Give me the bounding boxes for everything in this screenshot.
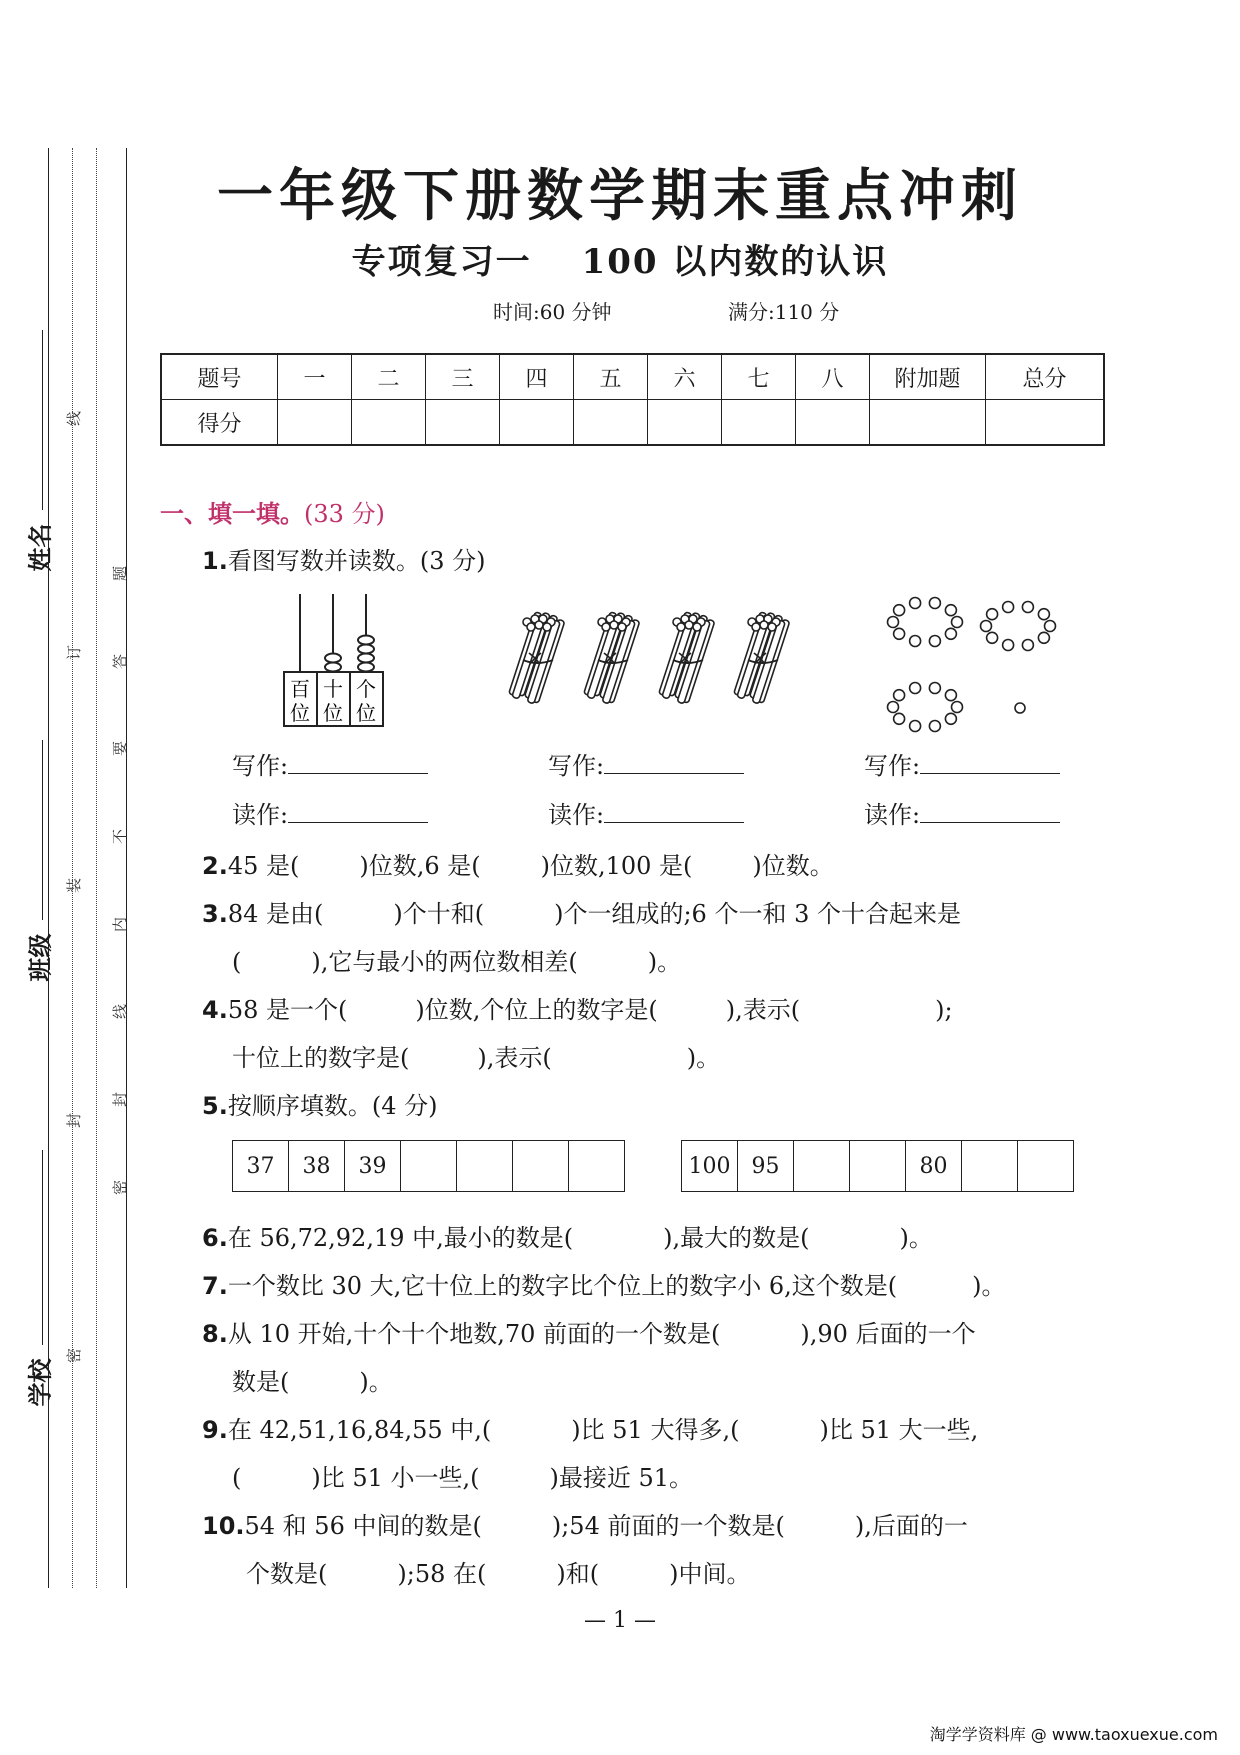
- score-cell[interactable]: [870, 400, 986, 446]
- bead: [952, 617, 963, 628]
- sequence-blank-cell[interactable]: [962, 1141, 1018, 1192]
- table-cell: 七: [722, 354, 796, 400]
- bead: [945, 605, 956, 616]
- binding-line-inner: [126, 148, 127, 1588]
- score-cell[interactable]: [574, 400, 648, 446]
- bead: [910, 636, 921, 647]
- bead: [1022, 640, 1033, 651]
- bead: [987, 632, 998, 643]
- question-10-line-2: [246, 1554, 750, 1589]
- exam-full-score: 满分:110 分: [728, 300, 840, 324]
- score-cell[interactable]: [648, 400, 722, 446]
- bead: [1038, 632, 1049, 643]
- table-cell: 一: [278, 354, 352, 400]
- bead: [987, 609, 998, 620]
- question-number: 7.: [202, 1272, 228, 1300]
- school-write-line[interactable]: [42, 1150, 43, 1345]
- sequence-cell: 37: [233, 1141, 289, 1192]
- answer-line[interactable]: [604, 751, 744, 774]
- question-1: [202, 541, 485, 576]
- write-answer-1[interactable]: [232, 746, 428, 781]
- section-heading: [160, 494, 385, 529]
- question-text: 84 是由(: [227, 900, 324, 928]
- bead: [929, 683, 940, 694]
- bead: [929, 636, 940, 647]
- bead: [945, 713, 956, 724]
- score-table: [160, 353, 1105, 446]
- question-text: ),90 后面的一个: [800, 1320, 976, 1348]
- table-cell: 五: [574, 354, 648, 400]
- question-6: [202, 1218, 933, 1253]
- question-9-line-2: [232, 1458, 693, 1493]
- sequence-blank-cell[interactable]: [401, 1141, 457, 1192]
- bead: [910, 598, 921, 609]
- section-label: 一、填一填。: [160, 500, 304, 528]
- abacus-label: 个: [356, 677, 376, 701]
- question-text: )位数,个位上的数字是(: [415, 996, 658, 1024]
- abacus-label: 十: [323, 677, 343, 701]
- score-cell[interactable]: [500, 400, 574, 446]
- bead: [894, 605, 905, 616]
- table-cell: 题号: [161, 354, 278, 400]
- question-text: 看图写数并读数。(3 分): [227, 547, 486, 575]
- class-label: 班级: [26, 933, 55, 982]
- question-text: (: [232, 948, 242, 976]
- question-text: ),最大的数是(: [663, 1224, 810, 1252]
- bead: [929, 721, 940, 732]
- stick-bundle: [734, 612, 790, 704]
- question-text: 在 56,72,92,19 中,最小的数是(: [227, 1224, 574, 1252]
- score-cell[interactable]: [796, 400, 870, 446]
- bead-ring: [888, 598, 963, 647]
- write-answer-3[interactable]: [864, 746, 1060, 781]
- question-number: 6.: [202, 1224, 228, 1252]
- bead: [952, 702, 963, 713]
- table-cell: 八: [796, 354, 870, 400]
- bead: [929, 598, 940, 609]
- name-write-line[interactable]: [42, 330, 43, 510]
- section-points: (33 分): [304, 500, 385, 528]
- sequence-cell: 95: [738, 1141, 794, 1192]
- stick-bundle: [584, 612, 640, 704]
- score-cell[interactable]: [986, 400, 1105, 446]
- question-number: 1.: [202, 547, 228, 575]
- answer-line[interactable]: [288, 751, 428, 774]
- question-text: );: [935, 996, 953, 1024]
- name-label: 姓名: [26, 523, 55, 572]
- question-text: )。: [972, 1272, 1006, 1300]
- read-label: 读作:: [232, 801, 289, 829]
- bead: [981, 621, 992, 632]
- sequence-cell: 100: [682, 1141, 738, 1192]
- question-text: ),后面的一: [854, 1512, 968, 1540]
- abacus-label: 位: [356, 701, 376, 725]
- table-cell: 四: [500, 354, 574, 400]
- stick-bundle: [509, 612, 565, 704]
- subtitle-part: 专项复习一: [351, 242, 532, 282]
- exam-time: 时间:60 分钟: [493, 300, 612, 324]
- read-answer-1[interactable]: [232, 795, 428, 830]
- watermark: 淘学学资料库 @ www.taoxuexue.com: [929, 1725, 1218, 1744]
- score-table-header-row: [161, 354, 1104, 400]
- table-cell: 三: [426, 354, 500, 400]
- write-label: 写作:: [548, 752, 605, 780]
- question-9: [202, 1410, 978, 1445]
- question-text: 在 42,51,16,84,55 中,(: [227, 1416, 492, 1444]
- sequence-cell: 38: [289, 1141, 345, 1192]
- question-text: );54 前面的一个数是(: [551, 1512, 785, 1540]
- bead: [888, 702, 899, 713]
- warning-char: 封: [111, 1091, 130, 1108]
- bead: [1038, 609, 1049, 620]
- abacus-label: 百: [290, 677, 310, 701]
- question-text: )和(: [556, 1560, 600, 1588]
- question-number: 5.: [202, 1092, 228, 1120]
- bead: [910, 721, 921, 732]
- question-text: )个一组成的;6 个一和 3 个十合起来是: [554, 900, 961, 928]
- seal-char: 封: [65, 1112, 84, 1129]
- warning-char: 题: [111, 565, 130, 582]
- question-text: 十位上的数字是(: [232, 1044, 410, 1072]
- school-label: 学校: [26, 1358, 55, 1407]
- warning-char: 不: [111, 828, 130, 845]
- page-subtitle: [0, 234, 1240, 283]
- question-4: [202, 990, 953, 1025]
- table-cell: 附加题: [870, 354, 986, 400]
- question-text: 数是(: [232, 1368, 290, 1396]
- read-answer-2[interactable]: [548, 795, 744, 830]
- question-text: 个数是(: [246, 1560, 328, 1588]
- ones-beads: [358, 636, 374, 672]
- warning-char: 内: [111, 916, 130, 933]
- table-cell: 得分: [161, 400, 278, 446]
- question-2: [202, 846, 834, 881]
- bead: [1003, 640, 1014, 651]
- subtitle-topic: 100 以内数的认识: [581, 242, 889, 282]
- answer-line[interactable]: [920, 751, 1060, 774]
- question-number: 10.: [202, 1512, 245, 1540]
- read-label: 读作:: [548, 801, 605, 829]
- write-answer-2[interactable]: [548, 746, 744, 781]
- question-text: )位数。: [752, 852, 834, 880]
- question-text: )位数,6 是(: [359, 852, 481, 880]
- question-number: 9.: [202, 1416, 228, 1444]
- score-cell[interactable]: [278, 400, 352, 446]
- question-4-line-2: [232, 1038, 720, 1073]
- seal-char: 装: [65, 877, 84, 894]
- sequence-blank-cell[interactable]: [1018, 1141, 1074, 1192]
- bead: [1045, 621, 1056, 632]
- question-number: 8.: [202, 1320, 228, 1348]
- question-text: 从 10 开始,十个十个地数,70 前面的一个数是(: [227, 1320, 721, 1348]
- question-text: ),表示(: [725, 996, 801, 1024]
- binding-dotted-line-2: [96, 148, 97, 1588]
- number-sequence-1: [232, 1140, 625, 1192]
- abacus-label: 位: [323, 701, 343, 725]
- abacus-figure: [278, 592, 398, 728]
- question-text: )。: [899, 1224, 933, 1252]
- single-bead: [1015, 703, 1025, 713]
- question-text: )中间。: [669, 1560, 751, 1588]
- bead-rings-figure: [880, 590, 1080, 740]
- score-cell[interactable]: [426, 400, 500, 446]
- bead: [910, 683, 921, 694]
- bead-ring: [981, 602, 1056, 651]
- sequence-blank-cell[interactable]: [457, 1141, 513, 1192]
- warning-char: 答: [111, 653, 130, 670]
- question-number: 4.: [202, 996, 228, 1024]
- question-8: [202, 1314, 976, 1349]
- question-text: )比 51 小一些,(: [311, 1464, 480, 1492]
- page-number: — 1 —: [584, 1608, 656, 1633]
- number-sequence-2: [681, 1140, 1074, 1192]
- warning-char: 要: [111, 740, 130, 757]
- sequence-blank-cell[interactable]: [569, 1141, 625, 1192]
- class-write-line[interactable]: [42, 740, 43, 920]
- bead-ring: [888, 683, 963, 732]
- page-title: 一年级下册数学期末重点冲刺: [217, 164, 1023, 229]
- question-text: )位数,100 是(: [540, 852, 693, 880]
- bead: [1003, 602, 1014, 613]
- warning-char: 密: [111, 1179, 130, 1196]
- sequence-blank-cell[interactable]: [850, 1141, 906, 1192]
- question-5: [202, 1086, 437, 1121]
- seal-char: 线: [65, 410, 84, 427]
- score-cell[interactable]: [352, 400, 426, 446]
- question-text: (: [232, 1464, 242, 1492]
- score-table-score-row: [161, 400, 1104, 446]
- question-text: );58 在(: [397, 1560, 487, 1588]
- question-text: ),表示(: [477, 1044, 552, 1072]
- sequence-blank-cell[interactable]: [794, 1141, 850, 1192]
- stick-bundles-figure: [505, 608, 805, 726]
- question-8-line-2: [232, 1362, 393, 1397]
- score-cell[interactable]: [722, 400, 796, 446]
- question-text: )。: [647, 948, 682, 976]
- bead: [945, 628, 956, 639]
- tens-beads: [325, 654, 341, 672]
- abacus-label: 位: [290, 701, 310, 725]
- question-number: 3.: [202, 900, 228, 928]
- question-text: )。: [359, 1368, 393, 1396]
- seal-char: 订: [65, 644, 84, 661]
- write-label: 写作:: [232, 752, 289, 780]
- question-text: 45 是(: [227, 852, 300, 880]
- question-7: [202, 1266, 1006, 1301]
- question-text: )比 51 大得多,(: [571, 1416, 740, 1444]
- sequence-cell: 39: [345, 1141, 401, 1192]
- question-text: )比 51 大一些,: [819, 1416, 979, 1444]
- question-text: 58 是一个(: [227, 996, 348, 1024]
- sequence-blank-cell[interactable]: [513, 1141, 569, 1192]
- question-text: )个十和(: [393, 900, 485, 928]
- bead: [894, 690, 905, 701]
- question-text: )。: [686, 1044, 721, 1072]
- seal-char: 密: [65, 1347, 84, 1364]
- read-label: 读作:: [864, 801, 921, 829]
- question-text: ),它与最小的两位数相差(: [311, 948, 578, 976]
- question-10: [202, 1506, 968, 1541]
- warning-char: 线: [111, 1003, 130, 1020]
- table-cell: 总分: [986, 354, 1105, 400]
- bead: [888, 617, 899, 628]
- question-text: )最接近 51。: [549, 1464, 694, 1492]
- table-cell: 二: [352, 354, 426, 400]
- write-label: 写作:: [864, 752, 921, 780]
- question-text: 54 和 56 中间的数是(: [244, 1512, 482, 1540]
- read-answer-3[interactable]: [864, 795, 1060, 830]
- table-cell: 六: [648, 354, 722, 400]
- stick-bundle: [659, 612, 715, 704]
- bead: [1022, 602, 1033, 613]
- question-text: 一个数比 30 大,它十位上的数字比个位上的数字小 6,这个数是(: [227, 1272, 898, 1300]
- question-text: 按顺序填数。(4 分): [227, 1092, 438, 1120]
- binding-dotted-line-1: [72, 148, 73, 1588]
- question-3-line-2: [232, 942, 681, 977]
- answer-line[interactable]: [920, 800, 1060, 823]
- bead: [894, 628, 905, 639]
- sequence-cell: 80: [906, 1141, 962, 1192]
- bead: [945, 690, 956, 701]
- bead: [894, 713, 905, 724]
- question-3: [202, 894, 961, 929]
- question-number: 2.: [202, 852, 228, 880]
- answer-line[interactable]: [604, 800, 744, 823]
- answer-line[interactable]: [288, 800, 428, 823]
